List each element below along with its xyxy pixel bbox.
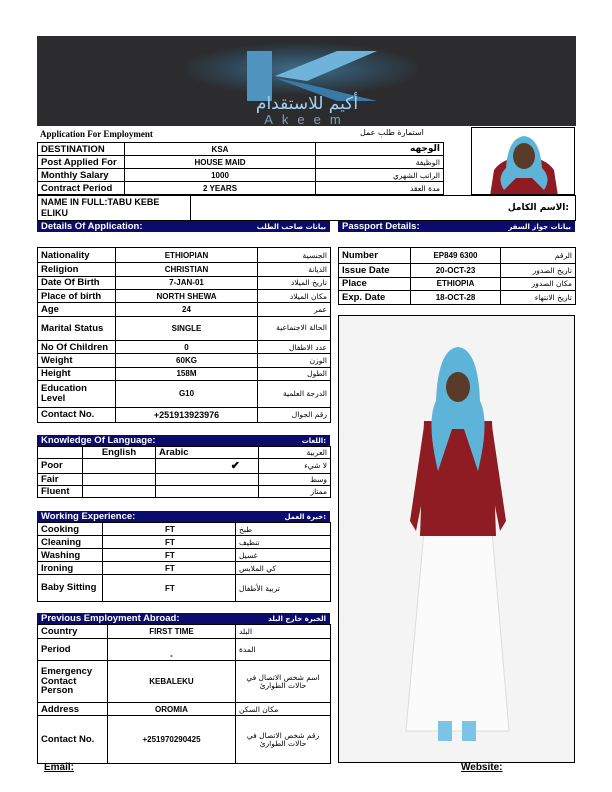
english-level-cell[interactable] xyxy=(83,459,156,473)
field-label: Marital Status xyxy=(38,316,116,341)
table-row xyxy=(38,303,331,316)
skill-label-arabic: غسيل xyxy=(236,549,331,562)
field-value[interactable]: CHRISTIAN xyxy=(116,263,258,276)
field-label-arabic: الوظيفة xyxy=(316,156,444,169)
english-level-cell[interactable] xyxy=(83,473,156,485)
field-label: Date Of Birth xyxy=(38,276,116,289)
passport-details-table xyxy=(338,247,575,305)
header-banner xyxy=(37,36,576,126)
table-row xyxy=(38,182,444,195)
person-portrait-icon xyxy=(472,128,575,195)
field-label-arabic: الوزن xyxy=(258,354,331,367)
table-row xyxy=(38,625,331,639)
arabic-level-cell[interactable] xyxy=(156,473,259,485)
field-value[interactable]: ETHIOPIAN xyxy=(116,248,258,263)
field-value[interactable]: G10 xyxy=(116,380,258,407)
table-row xyxy=(38,143,444,156)
table-row xyxy=(38,549,331,562)
field-label-arabic: الراتب الشهري xyxy=(316,169,444,182)
field-value[interactable]: 7-JAN-01 xyxy=(116,276,258,289)
field-label: Emergency Contact Person xyxy=(38,661,108,703)
section-header-experience xyxy=(37,511,330,522)
table-row xyxy=(38,341,331,354)
field-label: Post Applied For xyxy=(38,156,125,169)
brand-name-english: Akeem xyxy=(264,112,350,126)
field-value[interactable]: 60KG xyxy=(116,354,258,367)
field-value[interactable]: NORTH SHEWA xyxy=(116,289,258,302)
brand-name-arabic: أكيم للاستقدام xyxy=(255,94,359,114)
field-label-arabic: البلد xyxy=(236,625,331,639)
field-label-arabic: عدد الاطفال xyxy=(258,341,331,354)
form-title: Application For Employment xyxy=(40,129,153,139)
table-row xyxy=(38,447,331,459)
table-row xyxy=(38,485,331,497)
level-label: Fair xyxy=(38,473,83,485)
field-label: Place xyxy=(339,277,411,291)
table-row xyxy=(38,639,331,661)
table-row xyxy=(38,248,331,263)
previous-employment-table xyxy=(37,624,330,763)
field-value[interactable]: +251970290425 xyxy=(108,716,236,764)
table-row xyxy=(38,156,444,169)
field-value[interactable]: SINGLE xyxy=(116,316,258,341)
table-row xyxy=(38,354,331,367)
section-header-language xyxy=(37,435,330,446)
table-row xyxy=(339,291,576,305)
level-label: Poor xyxy=(38,459,83,473)
website-label: Website: xyxy=(461,762,503,773)
table-row xyxy=(38,367,331,380)
field-value[interactable]: 20-OCT-23 xyxy=(411,264,501,278)
column-header-english: English xyxy=(83,447,156,459)
field-label-arabic: تاريخ الميلاد xyxy=(258,276,331,289)
table-row xyxy=(38,661,331,703)
section-title: Previous Employment Abroad: xyxy=(41,613,180,624)
skill-label: Ironing xyxy=(38,562,103,575)
field-label-arabic: الحالة الاجتماعية xyxy=(258,316,331,341)
full-name-value[interactable]: TABU KEBE xyxy=(107,197,160,207)
section-header-previous xyxy=(37,613,330,624)
field-label: Exp. Date xyxy=(339,291,411,305)
field-label: Address xyxy=(38,703,108,716)
language-table xyxy=(37,446,330,498)
field-value[interactable]: EP849 6300 xyxy=(411,248,501,264)
table-row xyxy=(38,276,331,289)
table-row xyxy=(38,523,331,536)
skill-value[interactable]: FT xyxy=(103,575,236,602)
field-value[interactable]: KEBALEKU xyxy=(108,661,236,703)
field-label-arabic: الطول xyxy=(258,367,331,380)
skill-label: Cleaning xyxy=(38,536,103,549)
section-title: Details Of Application: xyxy=(41,221,143,232)
section-title: Knowledge Of Language: xyxy=(41,435,156,446)
email-label: Email: xyxy=(44,762,75,773)
applicant-photo-small xyxy=(471,127,575,195)
person-full-body-icon xyxy=(344,321,571,759)
full-name-label-arabic: الاسم الكامل: xyxy=(507,203,569,213)
section-title-arabic: الخبرة خارج البلد xyxy=(268,614,326,623)
table-row xyxy=(339,248,576,264)
skill-label-arabic: تربية الأطفال xyxy=(236,575,331,602)
section-title-arabic: خبرة العمل: xyxy=(284,512,326,521)
table-row xyxy=(38,575,331,602)
table-row xyxy=(38,407,331,422)
field-label: Number xyxy=(339,248,411,264)
field-label: Weight xyxy=(38,354,116,367)
field-label-arabic: الديانة xyxy=(258,263,331,276)
level-label-arabic: وسط xyxy=(259,473,331,485)
table-row xyxy=(38,562,331,575)
skill-value[interactable]: FT xyxy=(103,523,236,536)
table-row xyxy=(339,264,576,278)
field-value[interactable]: OROMIA xyxy=(108,703,236,716)
top-info-table xyxy=(37,142,443,195)
field-label: Country xyxy=(38,625,108,639)
section-title-arabic: بيانات جواز السفر xyxy=(508,222,571,231)
skill-label-arabic: طبخ xyxy=(236,523,331,536)
column-header-arabic-ar: العربية xyxy=(259,447,331,459)
full-name-value-line2[interactable]: ELIKU xyxy=(41,207,68,218)
field-label: Contact No. xyxy=(38,716,108,764)
field-label-arabic: رقم الجوال xyxy=(258,407,331,422)
table-row xyxy=(38,703,331,716)
skill-value[interactable]: FT xyxy=(103,536,236,549)
field-label: DESTINATION xyxy=(38,143,125,156)
field-value[interactable]: 2 YEARS xyxy=(125,182,316,195)
field-label: Monthly Salary xyxy=(38,169,125,182)
field-value[interactable]: ETHIOPIA xyxy=(411,277,501,291)
field-label: Education Level xyxy=(38,380,116,407)
skill-value[interactable]: FT xyxy=(103,562,236,575)
table-row xyxy=(38,289,331,302)
field-label-arabic: الجنسية xyxy=(258,248,331,263)
skill-label-arabic: تنظيف xyxy=(236,536,331,549)
field-value[interactable]: - xyxy=(108,639,236,661)
arabic-level-cell[interactable]: ✔ xyxy=(156,459,259,473)
field-label: Place of birth xyxy=(38,289,116,302)
field-label-arabic: مدة العقد xyxy=(316,182,444,195)
field-value[interactable]: 1000 xyxy=(125,169,316,182)
field-value[interactable]: FIRST TIME xyxy=(108,625,236,639)
experience-table xyxy=(37,522,330,601)
applicant-photo-full xyxy=(338,315,575,763)
section-title: Passport Details: xyxy=(342,221,420,232)
field-label-arabic: اسم شخص الاتصال في حالات الطوارئ xyxy=(236,661,331,703)
field-value[interactable]: 18-OCT-28 xyxy=(411,291,501,305)
table-row xyxy=(38,263,331,276)
skill-label: Baby Sitting xyxy=(38,575,103,602)
arabic-level-cell[interactable] xyxy=(156,485,259,497)
personal-details-table xyxy=(37,247,330,423)
table-row xyxy=(38,459,331,473)
field-label-arabic: رقم شخص الاتصال في حالات الطوارئ xyxy=(236,716,331,764)
field-label: Age xyxy=(38,303,116,316)
skill-value[interactable]: FT xyxy=(103,549,236,562)
level-label-arabic: لا شيء xyxy=(259,459,331,473)
field-label-arabic: عمر xyxy=(258,303,331,316)
field-label: Issue Date xyxy=(339,264,411,278)
section-title: Working Experience: xyxy=(41,511,136,522)
field-label-arabic: مكان الميلاد xyxy=(258,289,331,302)
table-row xyxy=(38,716,331,764)
level-label-arabic: ممتاز xyxy=(259,485,331,497)
field-label: Contact No. xyxy=(38,407,116,422)
skill-label-arabic: كي الملابس xyxy=(236,562,331,575)
table-row xyxy=(38,380,331,407)
field-label-arabic: مكان الصدور xyxy=(501,277,576,291)
field-label-arabic: تاريخ الصدور xyxy=(501,264,576,278)
table-row xyxy=(38,316,331,341)
section-title-arabic: اللغات: xyxy=(301,436,326,445)
field-label: No Of Children xyxy=(38,341,116,354)
field-label-arabic: تاريخ الانتهاء xyxy=(501,291,576,305)
field-value[interactable]: 24 xyxy=(116,303,258,316)
skill-label: Cooking xyxy=(38,523,103,536)
table-row xyxy=(38,473,331,485)
column-header-arabic: Arabic xyxy=(156,447,259,459)
form-title-arabic: استمارة طلب عمل xyxy=(360,128,424,137)
section-title-arabic: بيانات صاحب الطلب xyxy=(256,222,326,231)
field-label-arabic: الوجهه xyxy=(316,143,444,156)
english-level-cell[interactable] xyxy=(83,485,156,497)
table-row xyxy=(38,169,444,182)
field-label: Period xyxy=(38,639,108,661)
section-header-application xyxy=(37,221,330,232)
field-value[interactable]: 0 xyxy=(116,341,258,354)
field-value[interactable]: 158M xyxy=(116,367,258,380)
field-label-arabic: الدرجة العلمية xyxy=(258,380,331,407)
field-value[interactable]: +251913923976 xyxy=(116,407,258,422)
field-value[interactable]: HOUSE MAID xyxy=(125,156,316,169)
field-label-arabic: مكان السكن xyxy=(236,703,331,716)
table-row xyxy=(339,277,576,291)
full-name-row xyxy=(37,195,576,221)
field-label: Contract Period xyxy=(38,182,125,195)
field-value[interactable]: KSA xyxy=(125,143,316,156)
table-row xyxy=(38,536,331,549)
field-label-arabic: الرقم xyxy=(501,248,576,264)
full-name-label: NAME IN FULL: xyxy=(41,197,108,207)
section-header-passport xyxy=(338,221,575,232)
field-label: Religion xyxy=(38,263,116,276)
field-label: Height xyxy=(38,367,116,380)
level-label: Fluent xyxy=(38,485,83,497)
skill-label: Washing xyxy=(38,549,103,562)
field-label: Nationality xyxy=(38,248,116,263)
field-label-arabic: المدة xyxy=(236,639,331,661)
